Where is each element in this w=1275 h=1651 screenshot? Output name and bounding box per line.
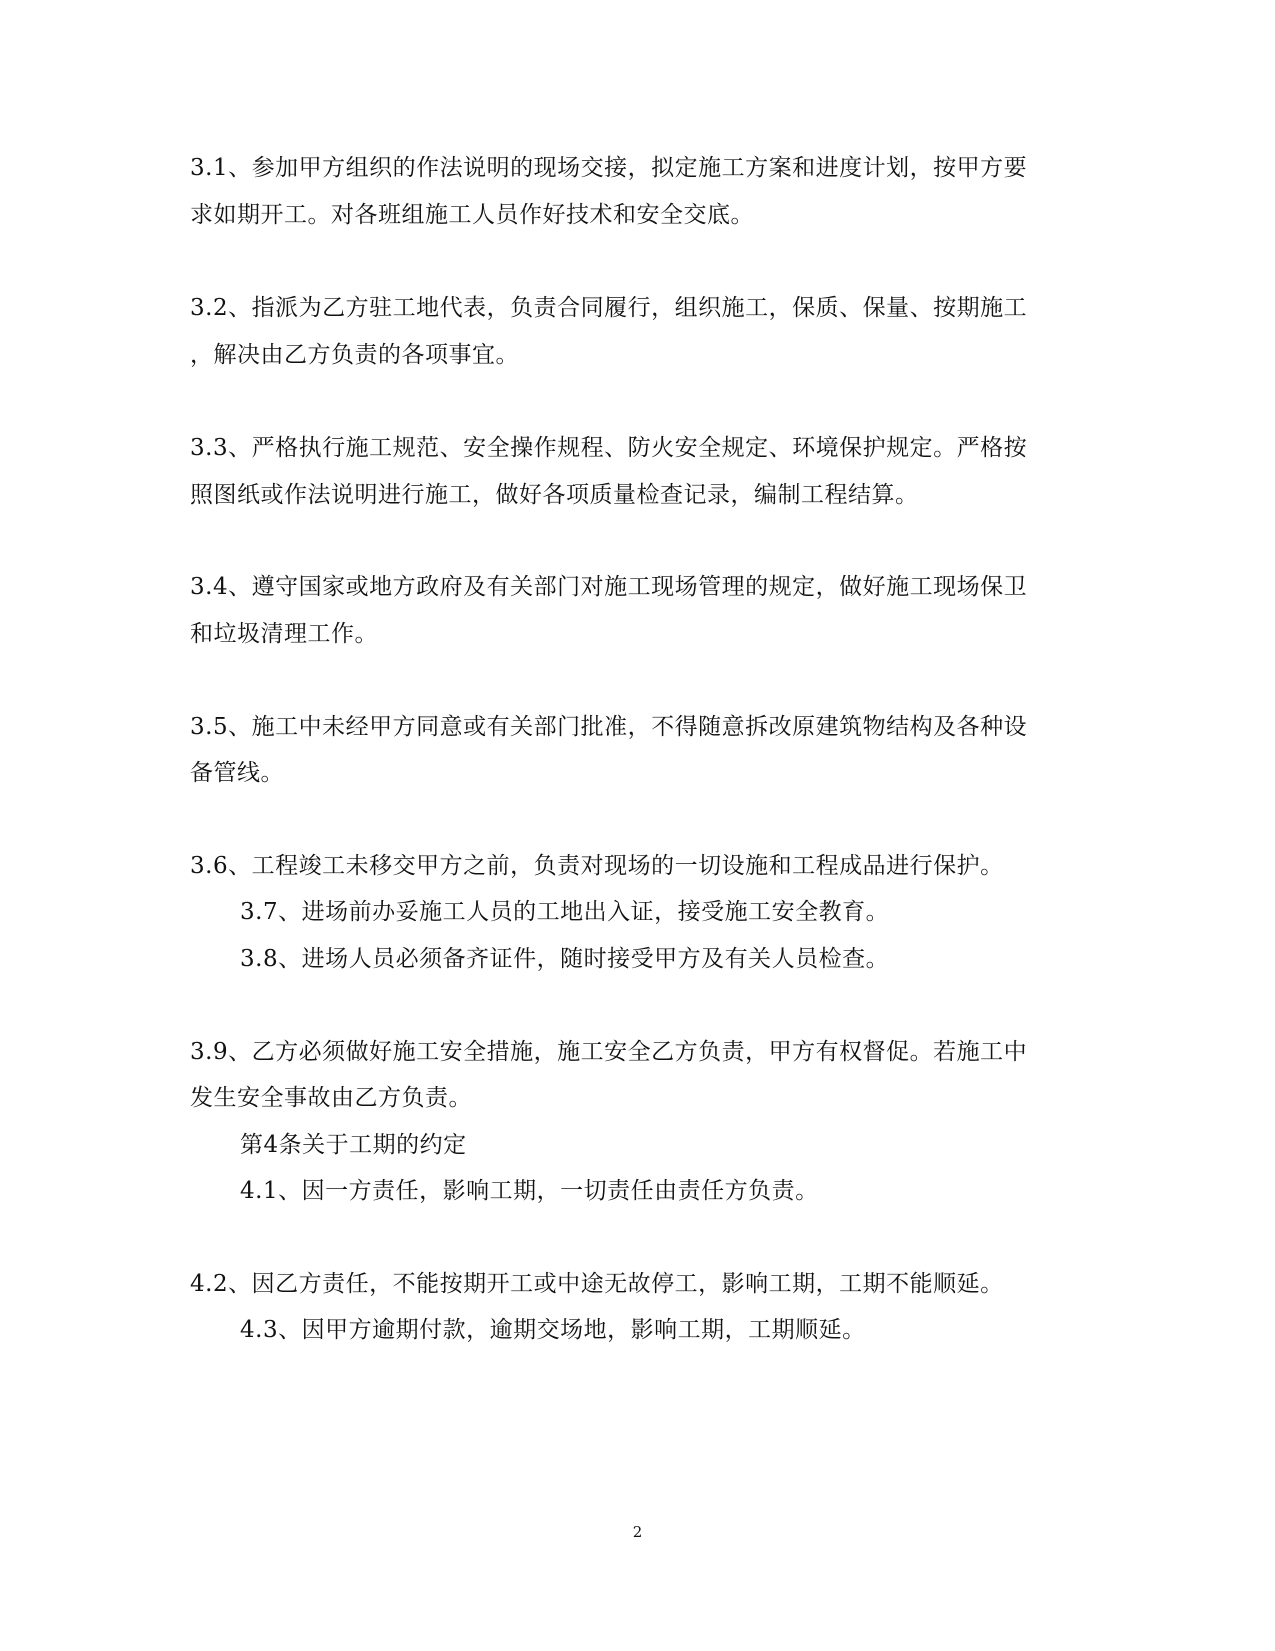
text-line: 3.8、进场人员必须备齐证件，随时接受甲方及有关人员检查。 (240, 946, 890, 972)
text-line: 4.2、因乙方责任，不能按期开工或中途无故停工，影响工期，工期不能顺延。 (190, 1271, 1004, 1297)
text-line: 和垃圾清理工作。 (190, 621, 378, 647)
text-line: 照图纸或作法说明进行施工，做好各项质量检查记录，编制工程结算。 (190, 482, 919, 508)
text-line: 求如期开工。对各班组施工人员作好技术和安全交底。 (190, 202, 754, 228)
text-line: 3.5、施工中未经甲方同意或有关部门批准，不得随意拆改原建筑物结构及各种设 (190, 714, 1028, 740)
text-line: 3.7、进场前办妥施工人员的工地出入证，接受施工安全教育。 (240, 899, 890, 925)
text-line: 3.9、乙方必须做好施工安全措施，施工安全乙方负责，甲方有权督促。若施工中 (190, 1039, 1028, 1065)
text-line: 3.4、遵守国家或地方政府及有关部门对施工现场管理的规定，做好施工现场保卫 (190, 574, 1028, 600)
page-number: 2 (632, 1523, 643, 1541)
text-line: 3.3、严格执行施工规范、安全操作规程、防火安全规定、环境保护规定。严格按 (190, 435, 1028, 461)
text-line: 发生安全事故由乙方负责。 (190, 1085, 472, 1111)
text-line: 3.6、工程竣工未移交甲方之前，负责对现场的一切设施和工程成品进行保护。 (190, 853, 1004, 879)
text-line: 4.3、因甲方逾期付款，逾期交场地，影响工期，工期顺延。 (240, 1317, 866, 1343)
section-heading: 第4条关于工期的约定 (240, 1132, 467, 1158)
text-line: 备管线。 (190, 760, 284, 786)
text-line: 3.1、参加甲方组织的作法说明的现场交接，拟定施工方案和进度计划，按甲方要 (190, 155, 1028, 181)
text-line: 4.1、因一方责任，影响工期，一切责任由责任方负责。 (240, 1178, 819, 1204)
text-line: 3.2、指派为乙方驻工地代表，负责合同履行，组织施工，保质、保量、按期施工 (190, 295, 1028, 321)
text-line: ，解决由乙方负责的各项事宜。 (190, 342, 519, 368)
